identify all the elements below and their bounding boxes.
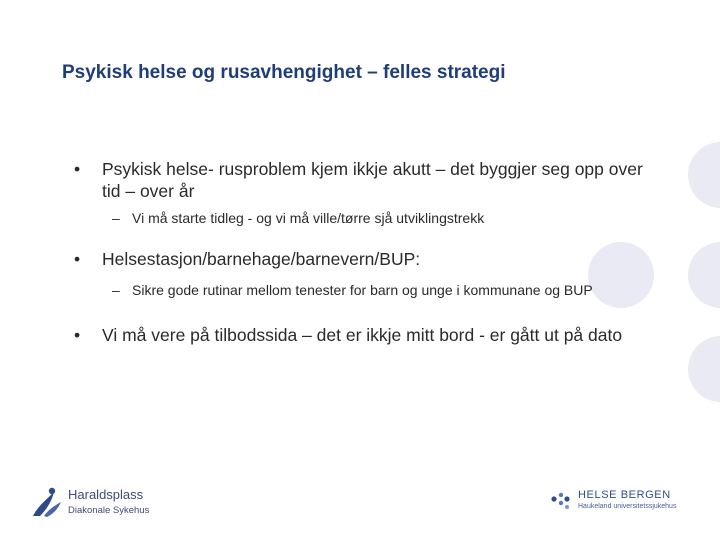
- decor-circle: [688, 242, 720, 308]
- bullet-text: Vi må vere på tilbodssida – det er ikkje mitt bord - er gått ut på dato: [102, 325, 623, 345]
- bullet-item: [72, 158, 652, 202]
- sub-bullet-text: Vi må starte tidleg - og vi må ville/tørre sjå utviklingstrekk: [132, 210, 485, 226]
- bullet-list: [72, 158, 652, 346]
- bullet-dot: •: [74, 249, 81, 269]
- helse-bergen-logo-icon: [548, 489, 574, 515]
- decor-circle: [688, 142, 720, 208]
- slide-title: Psykisk helse og rusavhengighet – felles strategi: [62, 62, 506, 83]
- sub-bullet-text: Sikre gode rutinar mellom tenester for barn og unge i kommunane og BUP: [132, 282, 593, 298]
- bullet-dot: •: [74, 159, 81, 179]
- bullet-item: [72, 248, 652, 270]
- sub-bullet-item: [72, 280, 652, 300]
- decor-circle: [688, 336, 720, 402]
- sub-bullet-dash: –: [112, 282, 120, 298]
- logo-left-line1: Haraldsplass: [68, 487, 144, 502]
- bullet-text: Helsestasjon/barnehage/barnevern/BUP:: [102, 249, 421, 269]
- sub-bullet-dash: –: [112, 210, 120, 226]
- logo-left-line2: Diakonale Sykehus: [68, 505, 150, 516]
- logo-right-line1: HELSE BERGEN: [578, 489, 671, 501]
- bullet-item: [72, 324, 652, 346]
- logo-right-line2: Haukeland universitetssjukehus: [578, 503, 677, 510]
- haraldsplass-logo-icon: [30, 486, 64, 520]
- sub-bullet-item: [72, 208, 652, 228]
- bullet-text: Psykisk helse- rusproblem kjem ikkje akutt – det byggjer seg opp over tid – over år: [102, 159, 643, 201]
- bullet-dot: •: [74, 325, 81, 345]
